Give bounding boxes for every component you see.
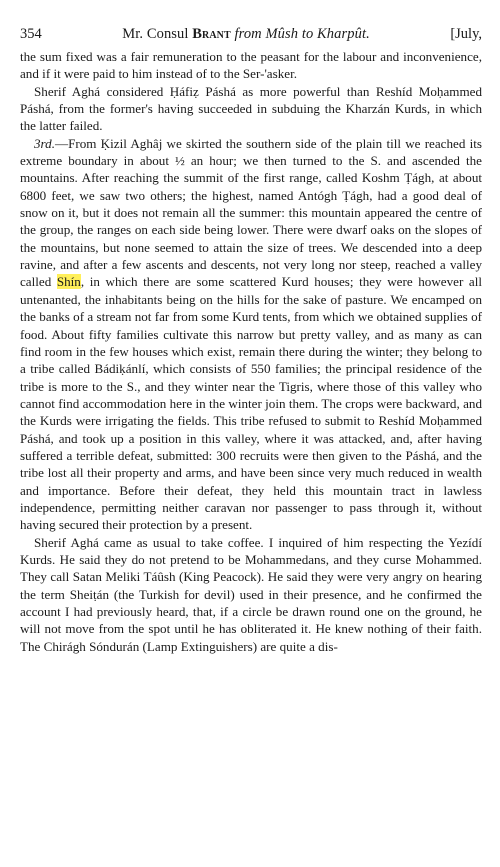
- entry-date: 3rd.: [34, 135, 55, 151]
- running-title: [122, 26, 370, 43]
- paragraph: [20, 534, 482, 655]
- body-text: [20, 48, 482, 655]
- paragraph: [20, 83, 482, 135]
- header-month: [July,: [450, 26, 482, 42]
- page-number: 354: [20, 26, 42, 42]
- paragraph: [20, 135, 482, 534]
- text-segment: Sherif Aghá considered Ḥáfiẓ Páshá as more powerful than Reshíd Moḥammed Páshá, from the former's having succeeded in subduing the Kharzán Kurds, in which the latter failed.: [20, 83, 482, 134]
- text-segment: —From Ḳizil Aghâj we skirted the southern side of the plain till we reached its extreme boundary in about ½ an hour; we then turned to the S. and ascended the mountains. After reaching the summit of the first range, called Koshm Ṭágh, at about 6800 feet, we saw two others; the highest, named Antógh Ṭágh, had a good deal of snow on it, but it does not remain all the summer: this mountain appeared the centre of the group, the ranges on each side being lower. There were dwarf oaks on the slopes of the mountains, but none seemed to attain the size of trees. We descended into a deep ravine, and after a few ascents and descents, not very long nor steep, reached a valley called: [20, 135, 482, 290]
- paragraph: [20, 48, 482, 83]
- title-name: Brant: [192, 26, 231, 42]
- text-segment: Sherif Aghá came as usual to take coffee. I inquired of him respecting the Yezídí Kurds. He said they do not pretend to be Mohammedans, and they curse Mohammed. They call Satan Meliki Táûsh (King Peacock). He said they were very angry on hearing the term Sheiṭán (the Turkish for devil) used in their presence, and he confirmed the account I had previously heard, that, if a circle be drawn round one on the ground, he will not move from the spot until he has obliterated it. He knew nothing of their faith. The Chirágh Sóndurán (Lamp Extinguishers) are quite a dis-: [20, 534, 482, 654]
- highlighted-term: Shín: [56, 274, 81, 290]
- title-route: from Mûsh to Kharpût.: [234, 26, 370, 42]
- text-segment: the sum fixed was a fair remuneration to the peasant for the labour and inconvenience, and if it were paid to him instead of to the Ser-'asker.: [20, 49, 482, 82]
- running-header: [20, 26, 482, 43]
- text-segment: , in which there are some scattered Kurd houses; they were however all untenanted, the inhabitants being on the hills for the sake of pasture. We encamped on the banks of a stream not far from some Kurd tents, from which we obtained supplies of food. About fifty families cultivate this narrow but pretty valley, and as many as can find room in the few houses which exist, remain there during the winter; they belong to a tribe called Bádiḳánlí, which consists of 550 families; the principal residence of the tribe is more to the S., and they winter near the Tigris, where those of this valley who cannot find accommodation here in the winter join them. The crops were backward, and the Kurds were irrigating the fields. This tribe refused to submit to Reshíd Moḥammed Páshá, and took up a position in this valley, where it was attacked, and, after having suffered a terrible defeat, submitted: 300 recruits were then given to the Páshá, and the tribe lost all their property and arms, and have been since very much reduced in wealth and importance. Before their defeat, they held this mountain tract in lawless independence, permitting neither caravan nor passenger to pass through it, without having secured their protection by a present.: [20, 274, 482, 533]
- title-prefix: Mr. Consul: [122, 26, 189, 42]
